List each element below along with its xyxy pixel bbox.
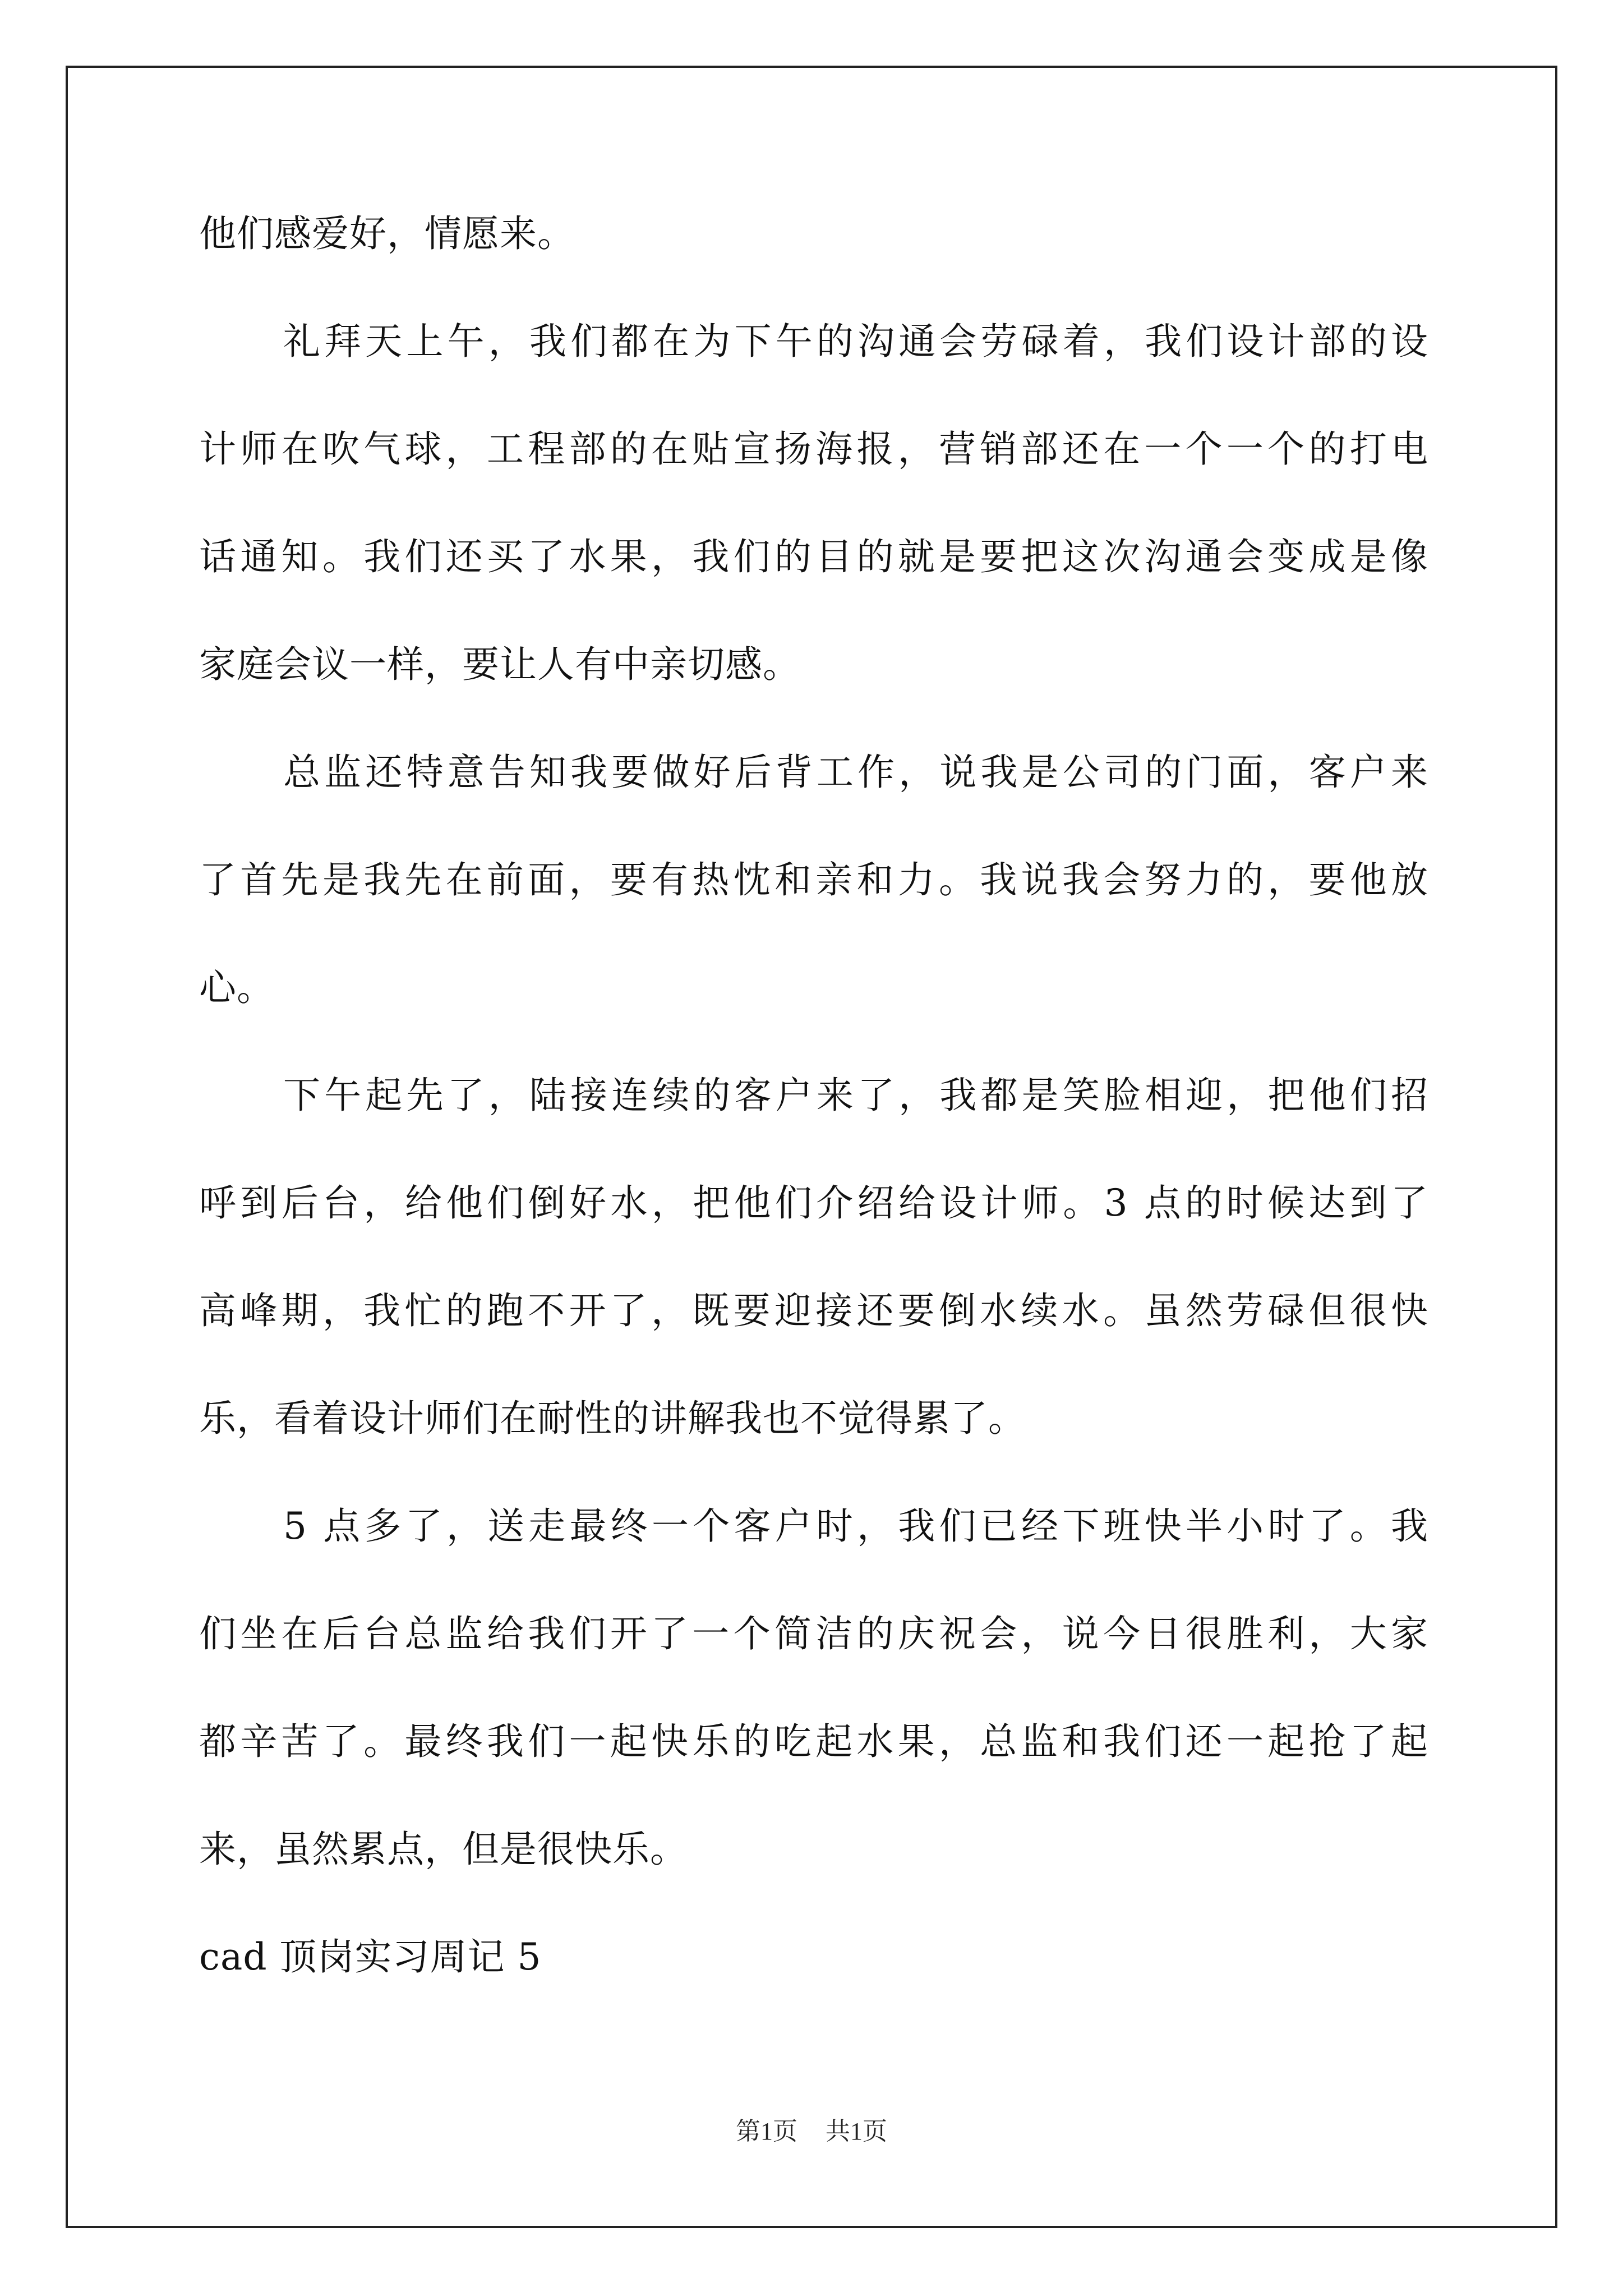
page-border	[66, 66, 1557, 2228]
text-line: 们坐在后台总监给我们开了一个简洁的庆祝会，说今日很胜利，大家	[199, 1612, 1428, 1655]
page-number: 第1页	[736, 2118, 797, 2145]
text-line: 呼到后台，给他们倒好水，把他们介绍给设计师。3 点的时候达到了	[199, 1181, 1428, 1225]
paragraph-first-line: 5 点多了，送走最终一个客户时，我们已经下班快半小时了。我	[283, 1504, 1428, 1548]
text-line: 他们感爱好，情愿来。	[199, 212, 575, 255]
paragraph-first-line: 总监还特意告知我要做好后背工作，说我是公司的门面，客户来	[283, 751, 1428, 794]
text-line: 心。	[199, 966, 274, 1009]
page-footer	[0, 2111, 1623, 2147]
paragraph-first-line: 礼拜天上午，我们都在为下午的沟通会劳碌着，我们设计部的设	[283, 320, 1428, 363]
text-line: 乐，看着设计师们在耐性的讲解我也不觉得累了。	[199, 1397, 1026, 1440]
text-line: 计师在吹气球，工程部的在贴宣扬海报，营销部还在一个一个的打电	[199, 427, 1428, 471]
section-heading: cad 顶岗实习周记 5	[199, 1935, 542, 1978]
text-line: 了首先是我先在前面，要有热忱和亲和力。我说我会努力的，要他放	[199, 858, 1428, 901]
text-line: 来，虽然累点，但是很快乐。	[199, 1828, 688, 1871]
text-line: 高峰期，我忙的跑不开了，既要迎接还要倒水续水。虽然劳碌但很快	[199, 1289, 1428, 1332]
page-total: 共1页	[826, 2118, 887, 2145]
text-line: 话通知。我们还买了水果，我们的目的就是要把这次沟通会变成是像	[199, 535, 1428, 578]
paragraph-first-line: 下午起先了，陆接连续的客户来了，我都是笑脸相迎，把他们招	[283, 1074, 1428, 1117]
text-line: 家庭会议一样，要让人有中亲切感。	[199, 643, 800, 686]
text-line: 都辛苦了。最终我们一起快乐的吃起水果，总监和我们还一起抢了起	[199, 1720, 1428, 1763]
